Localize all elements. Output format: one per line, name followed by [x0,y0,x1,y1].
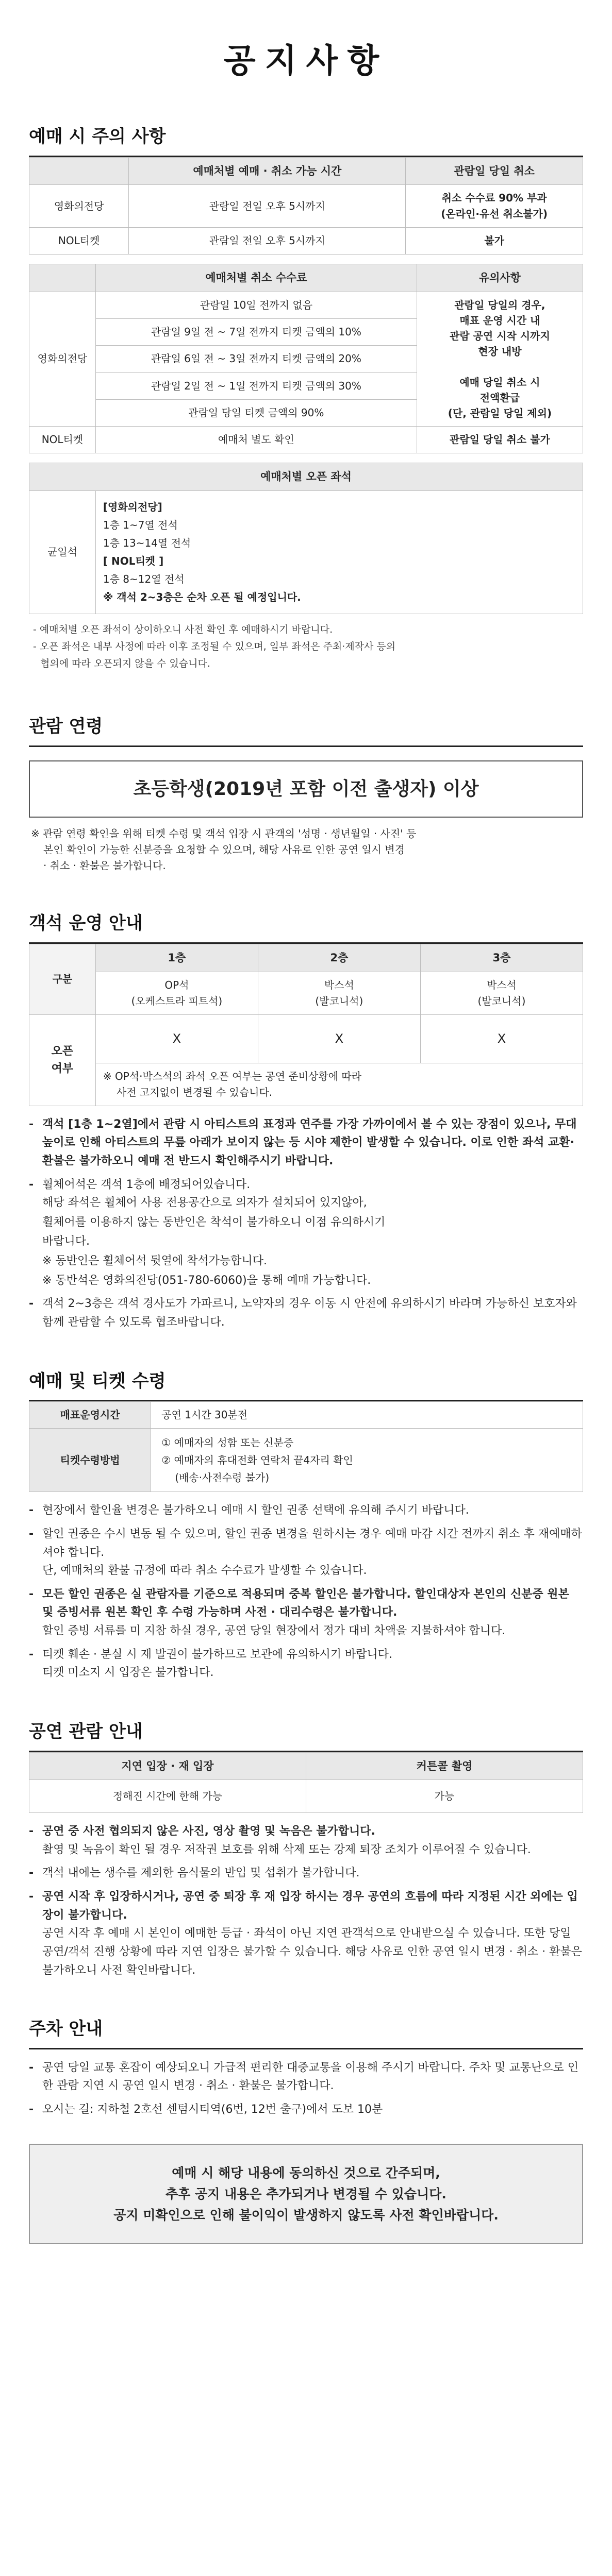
note-text: 휠체어석은 객석 1층에 배정되어있습니다. [42,1178,251,1191]
floor-desc-line: 박스석 [486,978,517,991]
fee-row: 예매처 별도 확인 [95,426,417,453]
list-item: - 티켓 훼손 · 분실 시 재 발권이 불가하므로 보관에 유의하시기 바랍니다. [29,1646,583,1664]
ticket-method-line: (배송·사전수령 불가) [175,1471,270,1484]
fee-row: 관람일 10일 전까지 없음 [95,292,417,318]
floor-desc-line: (오케스트라 피트석) [131,994,223,1007]
list-sub-item: 촬영 및 녹음이 확인 될 경우 저작권 보호를 위해 삭제 또는 강제 퇴장 조치가 이루어질 수 있습니다. [42,1843,531,1856]
age-note [29,818,583,874]
note-text: 공연 중 사전 협의되지 않은 사진, 영상 촬영 및 녹음은 불가합니다. [42,1825,375,1838]
table-cell: 관람일 전일 오후 5시까지 [129,228,406,255]
caution-cell: 관람일 당일 취소 불가 [417,426,583,453]
open-mark: X [258,1014,420,1063]
age-box: 초등학생(2019년 포함 이전 출생자) 이상 [29,760,583,818]
list-sub-item: 바랍니다. [42,1235,90,1248]
seats-cell-note [95,1063,583,1106]
list-sub-item: ※ 동반인은 휠체어석 뒷열에 착석가능합니다. [42,1255,267,1268]
list-item: - 오시는 길: 지하철 2호선 센텀시티역(6번, 12번 출구)에서 도보 10분 [29,2100,583,2119]
open-seat-line: 1층 8~12열 전석 [103,572,185,585]
open-seat-line: 1층 1~7열 전석 [103,518,178,531]
open-seat-line: ※ 객석 2~3층은 순차 오픈 될 예정입니다. [103,590,301,603]
ticket-method-line: ① 예매자의 성함 또는 신분증 [161,1436,294,1449]
note-text: 티켓 훼손 · 분실 시 재 발권이 불가하므로 보관에 유의하시기 바랍니다. [42,1648,392,1661]
seats-label: 구분 [29,944,96,1015]
list-sub-item: ※ 동반석은 영화의전당(051-780-6060)을 통해 예매 가능합니다. [42,1274,371,1287]
open-status-label-line: 여부 [51,1062,74,1075]
note-text: 객석 2~3층은 객석 경사도가 가파르니, 노약자의 경우 이동 시 안전에 유의하시기 바라며 가능하신 보호자와 함께 관람할 수 있도록 협조바랍니다. [42,1297,577,1329]
ticket-heading: 예매 및 티켓 수령 [29,1368,583,1402]
venue-label: 영화의전당 [29,185,129,228]
list-sub-item: 공연 시작 후 예매 시 본인이 예매한 등급 · 좌석이 아닌 지연 관객석으로 안내받으실 수 있습니다. 또한 당일 공연/객석 진행 상황에 따라 지연 입장은 불가할 수 있습니다. 해당 사유로 인한 공연 일시 변경 · 취소 · 환불은 불가하오니 사전 확인바랍니다. [42,1927,582,1977]
table-cell: 불가 [406,228,583,255]
note-line: - 예매처별 오픈 좌석이 상이하오니 사전 확인 후 예매하시기 바랍니다. [33,623,333,635]
floor-desc [420,972,583,1014]
venue-label: NOL티켓 [29,426,96,453]
open-seat-line: [영화의전당] [103,500,162,513]
open-seat-table [29,463,583,614]
fee-row: 관람일 9일 전 ~ 7일 전까지 티켓 금액의 10% [95,319,417,346]
table-header-empty [29,157,129,185]
page-title: 공지사항 [223,42,389,80]
note-text: 객석 내에는 생수를 제외한 음식물의 반입 및 섭취가 불가합니다. [42,1867,360,1880]
note-text: 오시는 길: 지하철 2호선 센텀시티역(6번, 12번 출구)에서 도보 10분 [42,2103,383,2116]
parking-section [29,2015,583,2119]
note-text: 객석 [1층 1~2열]에서 관람 시 아티스트의 표정과 연주를 가장 가까이에서 볼 수 있는 장점이 있으나, 무대 높이로 인해 아티스트의 무릎 아래가 보이지 않는 등 시야 제한이 발생할 수 있습니다. 이로 인한 좌석 교환·환불은 불가하오니 예매 전 반드시 확인해주시기 바랍니다. [42,1117,577,1167]
booking-time-table [29,157,583,255]
booking-heading: 예매 시 주의 사항 [29,123,583,157]
ticket-row-value [151,1429,583,1492]
note-line: 협의에 따라 오픈되지 않을 수 있습니다. [40,658,210,670]
parking-notes [29,2049,583,2119]
table-header: 지연 입장 · 재 입장 [29,1752,306,1780]
floor-header: 3층 [420,944,583,972]
venue-label: 영화의전당 [29,292,96,426]
seat-class-label: 균일석 [29,490,96,614]
note-text: 공연 당일 교통 혼잡이 예상되오니 가급적 편리한 대중교통을 이용해 주시기 바랍니다. 주차 및 교통난으로 인한 관람 지연 시 공연 일시 변경 · 취소 · 환불은 불가합니다. [42,2061,578,2093]
open-seat-list [95,490,583,614]
viewing-heading: 공연 관람 안내 [29,1718,583,1752]
age-heading: 관람 연령 [29,713,583,747]
list-item: - 모든 할인 권종은 실 관람자를 기준으로 적용되며 중복 할인은 불가합니다. 할인대상자 본인의 신분증 원본 및 증빙서류 원본 확인 후 수령 가능하며 사전 · 대리수령은 불가합니다. [29,1585,583,1622]
note-line: ※ 관람 연령 확인을 위해 티켓 수령 및 객석 입장 시 관객의 '성명 · 생년월일 · 사진' 등 [31,827,417,840]
cancel-fee-table [29,264,583,453]
list-item: - 객석 2~3층은 객석 경사도가 가파르니, 노약자의 경우 이동 시 안전에 유의하시기 바라며 가능하신 보호자와 함께 관람할 수 있도록 협조바랍니다. [29,1295,583,1331]
note-text: 현장에서 할인율 변경은 불가하오니 예매 시 할인 권종 선택에 유의해 주시기 바랍니다. [42,1504,469,1517]
fee-row: 관람일 6일 전 ~ 3일 전까지 티켓 금액의 20% [95,346,417,372]
note-line: · 취소 · 환불은 불가합니다. [43,859,166,872]
list-item: - 공연 당일 교통 혼잡이 예상되오니 가급적 편리한 대중교통을 이용해 주시기 바랍니다. 주차 및 교통난으로 인한 관람 지연 시 공연 일시 변경 · 취소 · 환불은 불가합니다. [29,2059,583,2095]
floor-desc-line: 박스석 [324,978,354,991]
floor-desc-line: (발코니석) [315,994,363,1007]
floor-desc [258,972,420,1014]
list-sub-item: 휠체어를 이용하지 않는 동반인은 착석이 불가하오니 이점 유의하시기 [42,1215,386,1229]
table-header: 유의사항 [417,264,583,292]
fee-row: 관람일 2일 전 ~ 1일 전까지 티켓 금액의 30% [95,372,417,399]
ticket-row-value: 공연 1시간 30분전 [151,1402,583,1429]
note-text: 모든 할인 권종은 실 관람자를 기준으로 적용되며 중복 할인은 불가합니다. 할인대상자 본인의 신분증 원본 및 증빙서류 원본 확인 후 수령 가능하며 사전 · 대리수령은 불가합니다. [42,1587,569,1619]
list-item: - 현장에서 할인율 변경은 불가하오니 예매 시 할인 권종 선택에 유의해 주시기 바랍니다. [29,1501,583,1520]
list-sub-item: 해당 좌석은 휠체어 사용 전용공간으로 의자가 설치되어 있지않아, [42,1196,367,1210]
table-header: 예매처별 오픈 좌석 [29,463,583,490]
venue-label: NOL티켓 [29,228,129,255]
caution-cell [417,292,583,426]
ticket-notes [29,1492,583,1682]
viewing-notes [29,1813,583,1979]
note-line: - 오픈 좌석은 내부 사정에 따라 이후 조정될 수 있으며, 일부 좌석은 주최·제작사 등의 [33,640,396,652]
table-header: 예매처별 예매 · 취소 가능 시간 [129,157,406,185]
footer-notice [29,2144,583,2245]
table-header: 관람일 당일 취소 [406,157,583,185]
list-sub-item: 티켓 미소지 시 입장은 불가합니다. [42,1666,214,1680]
fee-row: 관람일 당일 티켓 금액의 90% [95,399,417,426]
note-line: 사전 고지없이 변경될 수 있습니다. [116,1086,273,1098]
age-section [29,713,583,874]
table-cell: 취소 수수료 90% 부과 (온라인·유선 취소불가) [406,185,583,228]
caution-text: 관람일 당일의 경우, 매표 운영 시간 내 관람 공연 시작 시까지 현장 내방 [450,298,550,358]
table-header: 예매처별 취소 수수료 [95,264,417,292]
seats-notes [29,1106,583,1332]
list-item: - 공연 시작 후 입장하시거나, 공연 중 퇴장 후 재 입장 하시는 경우 공연의 흐름에 따라 지정된 시간 외에는 입장이 불가합니다. [29,1888,583,1924]
table-cell: 관람일 전일 오후 5시까지 [129,185,406,228]
list-item: - 객석 내에는 생수를 제외한 음식물의 반입 및 섭취가 불가합니다. [29,1864,583,1883]
table-header: 커튼콜 촬영 [306,1752,583,1780]
list-item: - 공연 중 사전 협의되지 않은 사진, 영상 촬영 및 녹음은 불가합니다. [29,1822,583,1841]
ticket-table [29,1401,583,1492]
open-status-label-line: 오픈 [51,1044,74,1058]
booking-notes [29,614,583,677]
ticket-row-label: 매표운영시간 [29,1402,151,1429]
seats-heading: 객석 운영 안내 [29,910,583,944]
ticket-row-label: 티켓수령방법 [29,1429,151,1492]
note-line: 본인 확인이 가능한 신분증을 요청할 수 있으며, 해당 사유로 인한 공연 일시 변경 [43,843,405,856]
floor-header: 2층 [258,944,420,972]
parking-heading: 주차 안내 [29,2015,583,2049]
open-mark: X [420,1014,583,1063]
floor-desc-line: OP석 [164,978,189,991]
note-line: ※ OP석·박스석의 좌석 오픈 여부는 공연 준비상황에 따라 [103,1070,362,1082]
open-mark: X [95,1014,258,1063]
open-seat-line: [ NOL티켓 ] [103,554,164,567]
list-item: - 휠체어석은 객석 1층에 배정되어있습니다. [29,1176,583,1194]
open-status-label [29,1014,96,1106]
note-text: 공연 시작 후 입장하시거나, 공연 중 퇴장 후 재 입장 하시는 경우 공연의 흐름에 따라 지정된 시간 외에는 입장이 불가합니다. [42,1890,578,1922]
table-cell: 가능 [306,1780,583,1813]
seats-table [29,944,583,1106]
note-text: 할인 권종은 수시 변동 될 수 있으며, 할인 권종 변경을 원하시는 경우 예매 마감 시간 전까지 취소 후 재예매하셔야 합니다. [42,1527,582,1559]
table-cell: 정해진 시간에 한해 가능 [29,1780,306,1813]
table-header-empty [29,264,96,292]
footer-line: 공지 미확인으로 인해 불이익이 발생하지 않도록 사전 확인바랍니다. [113,2208,499,2223]
floor-header: 1층 [95,944,258,972]
caution-text: 예매 당일 취소 시 전액환급 (단, 관람일 당일 제외) [448,376,552,419]
list-item: - 객석 [1층 1~2열]에서 관람 시 아티스트의 표정과 연주를 가장 가까이에서 볼 수 있는 장점이 있으나, 무대 높이로 인해 아티스트의 무릎 아래가 보이지 않는 등 시야 제한이 발생할 수 있습니다. 이로 인한 좌석 교환·환불은 불가하오니 예매 전 반드시 확인해주시기 바랍니다. [29,1115,583,1171]
ticket-section [29,1368,583,1682]
footer-line: 예매 시 해당 내용에 동의하신 것으로 간주되며, [172,2165,440,2180]
floor-desc-line: (발코니석) [477,994,526,1007]
booking-section [29,123,583,677]
viewing-table [29,1752,583,1814]
floor-desc [95,972,258,1014]
ticket-method-line: ② 예매자의 휴대전화 연락처 끝4자리 확인 [161,1454,353,1467]
open-seat-line: 1층 13~14열 전석 [103,536,191,549]
viewing-section [29,1718,583,1979]
footer-line: 추후 공지 내용은 추가되거나 변경될 수 있습니다. [166,2186,446,2201]
list-sub-item: 할인 증빙 서류를 미 지참 하실 경우, 공연 당일 현장에서 정가 대비 차액을 지불하셔야 합니다. [42,1624,506,1638]
list-item: - 할인 권종은 수시 변동 될 수 있으며, 할인 권종 변경을 원하시는 경우 예매 마감 시간 전까지 취소 후 재예매하셔야 합니다. [29,1525,583,1562]
list-sub-item: 단, 예매처의 환불 규정에 따라 취소 수수료가 발생할 수 있습니다. [42,1564,367,1578]
seats-section [29,910,583,1331]
